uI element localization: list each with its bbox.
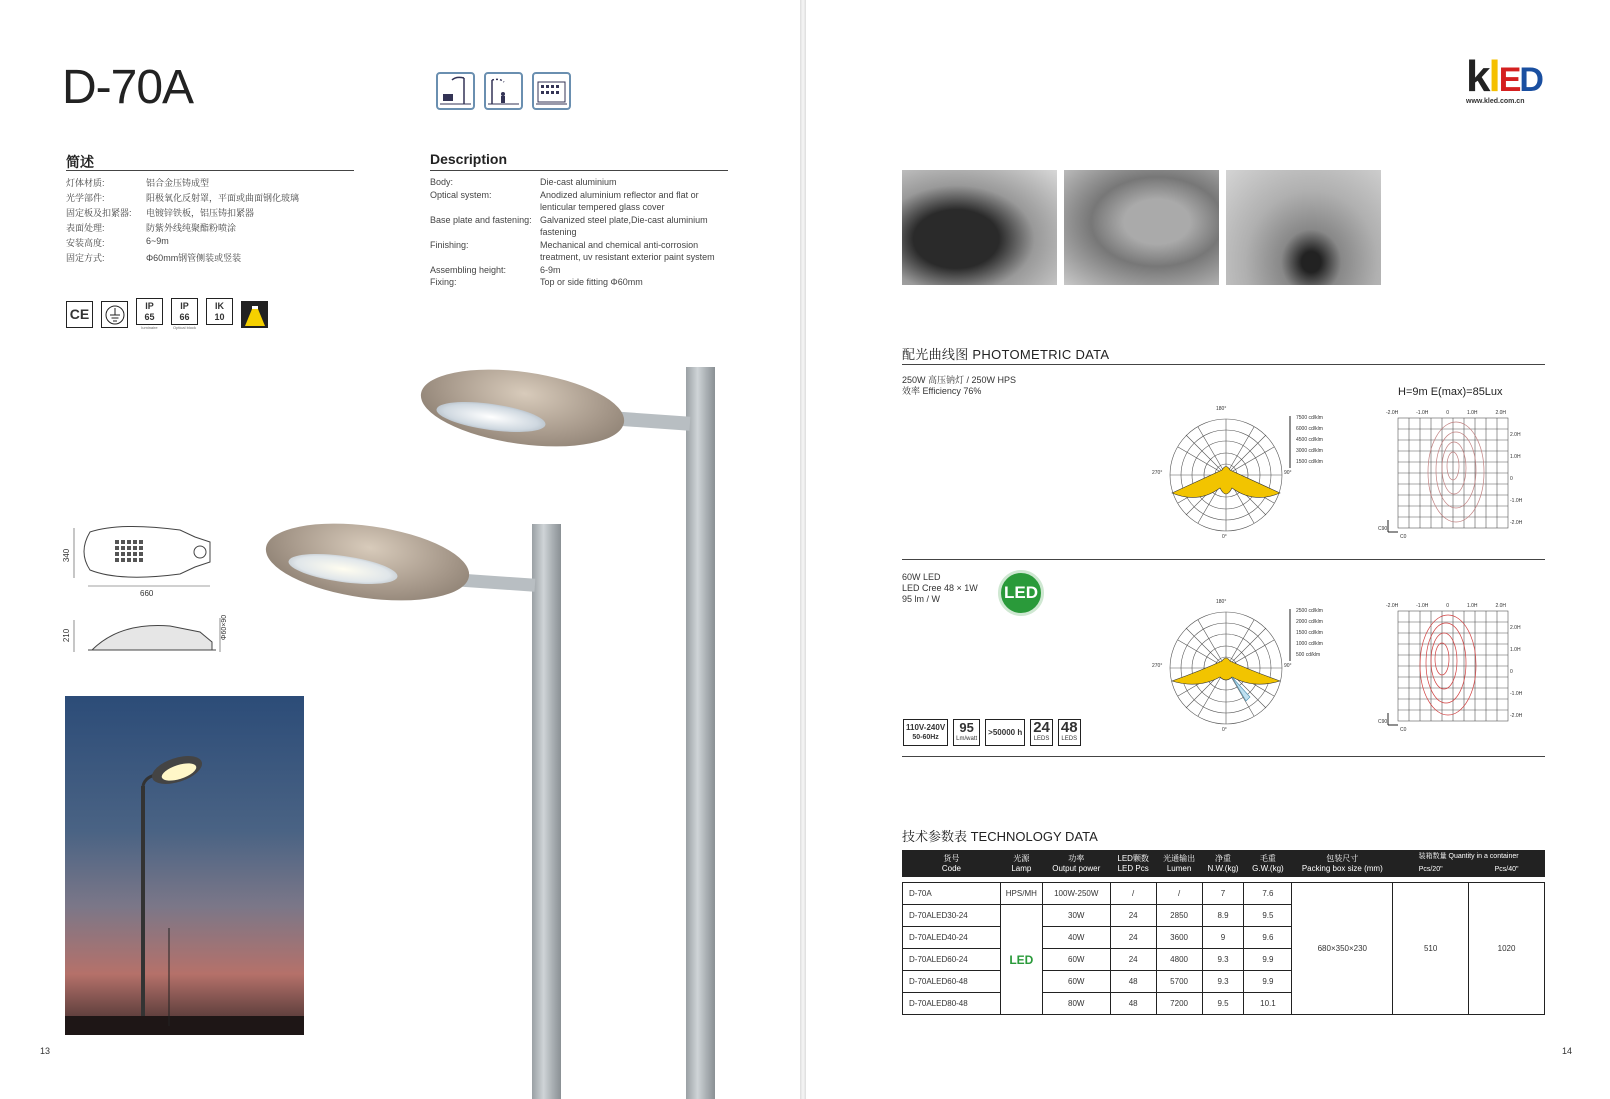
cert-ip65: IP 65 luminaire <box>136 298 163 330</box>
cert-ip66: IP 66 Optical block <box>171 298 198 330</box>
iso-title: H=9m E(max)=85Lux <box>1398 386 1503 398</box>
cn-spec-row: 灯体材质: 铝合金压铸成型 <box>66 178 210 188</box>
en-spec-row: Finishing: Mechanical and chemical anti-corrosion treatment, uv resistant exterior paint system <box>430 239 715 262</box>
col-box: 包装尺寸 Packing box size (mm) <box>1292 851 1393 877</box>
building-icon <box>532 72 571 110</box>
led-count-48-badge: 48 LEDS <box>1058 719 1081 746</box>
tech-header-row <box>903 851 1545 864</box>
cn-spec-row: 表面处理: 防紫外线纯聚酯粉喷涂 <box>66 223 237 233</box>
dim-height: 340 <box>62 548 72 563</box>
led-green-badge: LED <box>998 570 1044 616</box>
led-info: 60W LED LED Cree 48 × 1W 95 lm / W <box>902 572 978 604</box>
page-number-left: 13 <box>40 1046 51 1056</box>
col-code: 货号 Code <box>903 851 1001 877</box>
kled-logo: klED <box>1466 52 1542 101</box>
led-count-24-badge: 24 LEDS <box>1030 719 1053 746</box>
en-spec-row: Fixing: Top or side fitting Φ60mm <box>430 277 643 287</box>
dim-height-side: 210 <box>62 628 72 643</box>
cn-spec-row: 光学部件: 阳极氧化反射罩，平面或曲面钢化玻璃 <box>66 193 300 203</box>
ground-symbol-icon <box>101 301 128 328</box>
cn-rule <box>66 170 354 171</box>
voltage-badge: 110V-240V 50-60Hz <box>903 719 948 746</box>
light-beam-icon <box>241 301 268 328</box>
hps-polar-diagram: 180° 270° 90° 0° 7500 cd/klm 6000 cd/klm 4500 cd/klm 3000 cd/klm 1500 cd/klm <box>1152 406 1323 540</box>
tech-table <box>902 850 1545 1015</box>
col-nw: 净重 N.W.(kg) <box>1202 851 1244 877</box>
col-qty: 装箱数量 Quantity in a container <box>1393 851 1545 864</box>
col-lamp: 光源 Lamp <box>1000 851 1042 877</box>
table-row: D-70ALED60-48 60W 48 5700 9.3 9.9 <box>903 971 1545 993</box>
en-spec-list <box>430 176 730 289</box>
en-rule <box>430 170 728 171</box>
page-number-right: 14 <box>1562 1046 1573 1056</box>
night-street-photo <box>65 696 304 1035</box>
col-lumen: 光通输出 Lumen <box>1156 851 1202 877</box>
left-page <box>0 0 800 1099</box>
hps-iso-chart: -2.0H -1.0H 0 1.0H 2.0H 2.0H 1.0H 0 -1.0H -2.0H C90 C0 <box>1378 410 1523 540</box>
col-power: 功率 Output power <box>1042 851 1110 877</box>
cn-spec-row: 固定方式: Φ60mm钢管侧装或竖装 <box>66 253 242 263</box>
table-row: D-70ALED60-24 60W 24 4800 9.3 9.9 <box>903 949 1545 971</box>
spec-badges <box>903 719 1081 746</box>
en-spec-row: Body: Die-cast aluminium <box>430 177 617 187</box>
table-row: D-70A HPS/MH 100W-250W / / 7 7.6 680×350×230 510 1020 <box>903 883 1545 905</box>
dimension-drawing-svg <box>60 522 240 677</box>
cn-spec-row: 安装高度: 6~9m <box>66 236 169 248</box>
en-spec-row: Optical system: Anodized aluminium reflector and flat or lenticular tempered glass cover <box>430 189 699 212</box>
packing-box-size: 680×350×230 <box>1292 883 1393 1015</box>
qty-pcs40: 1020 <box>1469 883 1545 1015</box>
col-pcs20: Pcs/20" <box>1393 864 1469 877</box>
cert-ik10: IK 10 <box>206 298 233 330</box>
logo-url: www.kled.com.cn <box>1466 98 1525 105</box>
short-pole <box>532 524 561 1099</box>
lifetime-badge: >50000 h <box>985 719 1025 746</box>
en-spec-row: Base plate and fastening: Galvanized steel plate,Die-cast aluminium fastening <box>430 214 708 237</box>
hps-info: 250W 高压钠灯 / 250W HPS 效率 Efficiency 76% <box>902 375 1017 396</box>
application-icons <box>436 72 571 110</box>
col-pcs40: Pcs/40" <box>1469 864 1545 877</box>
product-title: D-70A <box>62 61 194 114</box>
tech-title: 技术参数表 TECHNOLOGY DATA <box>902 829 1098 844</box>
dimension-drawing <box>60 522 240 677</box>
closeup-housing <box>1226 170 1381 285</box>
ce-mark-icon: CE <box>66 301 93 328</box>
bottom-rule <box>902 756 1545 757</box>
led-lamp-cell: LED <box>1000 905 1042 1015</box>
led-polar-diagram: 180° 270° 90° 0° 2500 cd/klm 2000 cd/klm 1500 cd/klm 1000 cd/klm 500 cd/klm <box>1152 599 1323 733</box>
photometric-rule <box>902 364 1545 365</box>
certification-icons <box>66 298 268 330</box>
closeup-led-array <box>902 170 1057 285</box>
cn-spec-list <box>66 176 299 266</box>
table-row: D-70ALED30-24 LED 30W 24 2850 8.9 9.5 <box>903 905 1545 927</box>
cn-spec-row: 固定板及扣紧器: 电镀锌铁板，铝压铸扣紧器 <box>66 208 255 218</box>
dim-pole-diameter: Φ60×90 <box>221 614 229 641</box>
efficacy-badge: 95 Lm/watt <box>953 719 980 746</box>
lamp-pedestrian-icon <box>484 72 523 110</box>
table-row: D-70ALED80-48 80W 48 7200 9.5 10.1 <box>903 993 1545 1015</box>
en-spec-row: Assembling height: 6-9m <box>430 264 561 275</box>
dim-width: 660 <box>140 589 154 598</box>
col-ledpcs: LED颗数 LED Pcs <box>1110 851 1156 877</box>
col-gw: 毛重 G.W.(kg) <box>1244 851 1292 877</box>
street-lamp-car-icon <box>436 72 475 110</box>
tall-pole <box>686 367 715 1099</box>
led-iso-chart: -2.0H -1.0H 0 1.0H 2.0H 2.0H 1.0H 0 -1.0H -2.0H C90 C0 <box>1378 603 1523 733</box>
mid-rule <box>902 559 1545 560</box>
closeup-fitting <box>1064 170 1219 285</box>
en-section-title: Description <box>430 151 508 167</box>
qty-pcs20: 510 <box>1393 883 1469 1015</box>
photometric-title: 配光曲线图 PHOTOMETRIC DATA <box>902 347 1110 362</box>
table-row: D-70ALED40-24 40W 24 3600 9 9.6 <box>903 927 1545 949</box>
cn-section-title: 简述 <box>66 154 94 170</box>
